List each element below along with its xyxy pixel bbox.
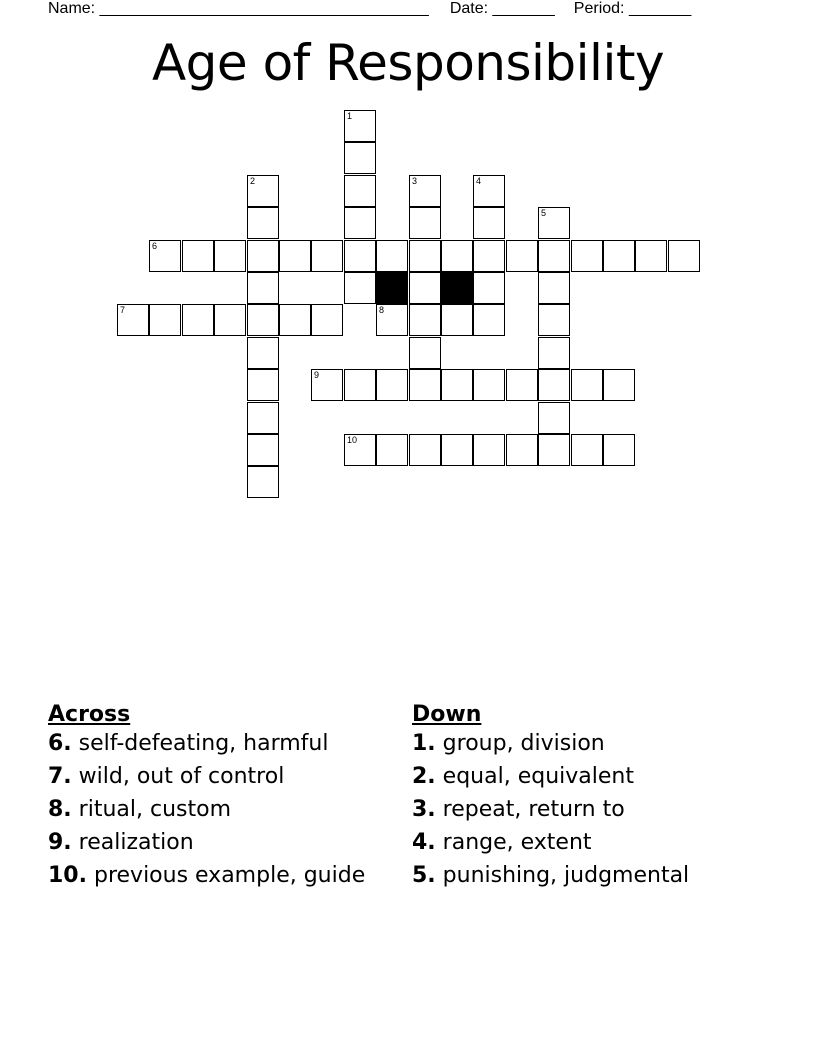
grid-cell[interactable] <box>409 272 441 304</box>
grid-cell[interactable] <box>344 272 376 304</box>
grid-cell[interactable] <box>311 369 343 401</box>
grid-cell[interactable] <box>473 434 505 466</box>
grid-cell[interactable] <box>247 175 279 207</box>
clue-across-10 <box>48 863 378 888</box>
cell-number: 1 <box>347 111 353 121</box>
grid-cell[interactable] <box>247 240 279 272</box>
grid-cell[interactable] <box>344 434 376 466</box>
grid-cell[interactable] <box>473 207 505 239</box>
clue-number: 1. <box>412 731 436 756</box>
page-title: Age of Responsibility <box>151 34 665 92</box>
grid-cell[interactable] <box>473 304 505 336</box>
down-clues <box>412 702 772 896</box>
clue-down-4 <box>412 830 772 855</box>
grid-cell[interactable] <box>441 369 473 401</box>
clue-number: 10. <box>48 863 87 888</box>
clue-text: wild, out of control <box>78 764 285 789</box>
grid-cell[interactable] <box>182 304 214 336</box>
cell-number: 10 <box>347 435 358 445</box>
across-clues <box>48 702 378 896</box>
clue-number: 9. <box>48 830 72 855</box>
grid-cell[interactable] <box>247 369 279 401</box>
clue-number: 6. <box>48 731 72 756</box>
clue-text: self-defeating, harmful <box>78 731 329 756</box>
grid-cell[interactable] <box>409 337 441 369</box>
grid-cell[interactable] <box>571 369 603 401</box>
grid-cell[interactable] <box>344 110 376 142</box>
grid-cell[interactable] <box>182 240 214 272</box>
clue-number: 2. <box>412 764 436 789</box>
grid-cell[interactable] <box>603 369 635 401</box>
cell-number: 8 <box>379 305 385 315</box>
grid-cell[interactable] <box>668 240 700 272</box>
clue-text: group, division <box>442 731 605 756</box>
grid-cell[interactable] <box>247 337 279 369</box>
grid-cell[interactable] <box>409 434 441 466</box>
cell-number: 5 <box>541 208 547 218</box>
clue-across-9 <box>48 830 378 855</box>
cell-number: 7 <box>120 305 126 315</box>
grid-cell[interactable] <box>538 402 570 434</box>
clue-down-1 <box>412 731 772 756</box>
grid-cell[interactable] <box>441 434 473 466</box>
grid-cell[interactable] <box>376 434 408 466</box>
clue-number: 4. <box>412 830 436 855</box>
clue-across-6 <box>48 731 378 756</box>
grid-cell[interactable] <box>538 369 570 401</box>
across-heading: Across <box>48 702 131 727</box>
grid-cell[interactable] <box>571 434 603 466</box>
grid-cell[interactable] <box>538 207 570 239</box>
name-field[interactable]: Name: _____________________________________ <box>48 0 429 17</box>
clue-number: 5. <box>412 863 436 888</box>
grid-cell[interactable] <box>149 304 181 336</box>
clue-text: punishing, judgmental <box>442 863 690 888</box>
grid-cell[interactable] <box>571 240 603 272</box>
grid-cell[interactable] <box>473 272 505 304</box>
grid-cell[interactable] <box>247 434 279 466</box>
grid-cell[interactable] <box>214 240 246 272</box>
grid-cell[interactable] <box>247 402 279 434</box>
grid-cell[interactable] <box>376 304 408 336</box>
clue-text: previous example, guide <box>93 863 366 888</box>
grid-cell[interactable] <box>344 369 376 401</box>
grid-cell[interactable] <box>247 272 279 304</box>
grid-cell[interactable] <box>344 207 376 239</box>
header-row <box>48 0 691 18</box>
clue-text: range, extent <box>442 830 592 855</box>
clue-down-5 <box>412 863 772 888</box>
grid-cell[interactable] <box>603 240 635 272</box>
grid-cell[interactable] <box>149 240 181 272</box>
clue-down-3 <box>412 797 772 822</box>
cell-number: 9 <box>314 370 320 380</box>
grid-cell[interactable] <box>409 240 441 272</box>
grid-cell[interactable] <box>473 369 505 401</box>
grid-cell[interactable] <box>214 304 246 336</box>
cell-number: 3 <box>412 176 418 186</box>
grid-cell[interactable] <box>538 337 570 369</box>
grid-cell[interactable] <box>473 240 505 272</box>
cell-number: 6 <box>152 241 158 251</box>
clue-text: equal, equivalent <box>442 764 634 789</box>
clue-across-7 <box>48 764 378 789</box>
grid-cell[interactable] <box>506 240 538 272</box>
grid-cell[interactable] <box>506 434 538 466</box>
cell-number: 4 <box>476 176 482 186</box>
grid-cell[interactable] <box>344 240 376 272</box>
grid-cell[interactable] <box>279 240 311 272</box>
grid-cell[interactable] <box>344 142 376 174</box>
grid-cell[interactable] <box>247 466 279 498</box>
period-field[interactable]: Period: _______ <box>573 0 692 17</box>
grid-cell[interactable] <box>538 304 570 336</box>
clue-down-2 <box>412 764 772 789</box>
grid-cell[interactable] <box>311 240 343 272</box>
grid-cell[interactable] <box>409 304 441 336</box>
date-field[interactable]: Date: _______ <box>449 0 555 17</box>
black-cell <box>441 272 473 304</box>
clue-number: 7. <box>48 764 72 789</box>
grid-cell[interactable] <box>635 240 667 272</box>
grid-cell[interactable] <box>441 240 473 272</box>
grid-cell[interactable] <box>247 304 279 336</box>
grid-cell[interactable] <box>603 434 635 466</box>
grid-cell[interactable] <box>538 272 570 304</box>
grid-cell[interactable] <box>473 175 505 207</box>
grid-cell[interactable] <box>247 207 279 239</box>
clue-text: repeat, return to <box>442 797 625 822</box>
grid-cell[interactable] <box>409 207 441 239</box>
grid-cell[interactable] <box>538 240 570 272</box>
grid-cell[interactable] <box>117 304 149 336</box>
grid-cell[interactable] <box>376 240 408 272</box>
grid-cell[interactable] <box>441 304 473 336</box>
down-heading: Down <box>412 702 482 727</box>
grid-cell[interactable] <box>409 369 441 401</box>
clue-text: realization <box>78 830 194 855</box>
black-cell <box>376 272 408 304</box>
clue-number: 3. <box>412 797 436 822</box>
grid-cell[interactable] <box>409 175 441 207</box>
cell-number: 2 <box>250 176 256 186</box>
grid-cell[interactable] <box>311 304 343 336</box>
grid-cell[interactable] <box>538 434 570 466</box>
grid-cell[interactable] <box>279 304 311 336</box>
grid-cell[interactable] <box>506 369 538 401</box>
clue-across-8 <box>48 797 378 822</box>
clue-number: 8. <box>48 797 72 822</box>
grid-cell[interactable] <box>344 175 376 207</box>
clue-text: ritual, custom <box>78 797 231 822</box>
grid-cell[interactable] <box>376 369 408 401</box>
